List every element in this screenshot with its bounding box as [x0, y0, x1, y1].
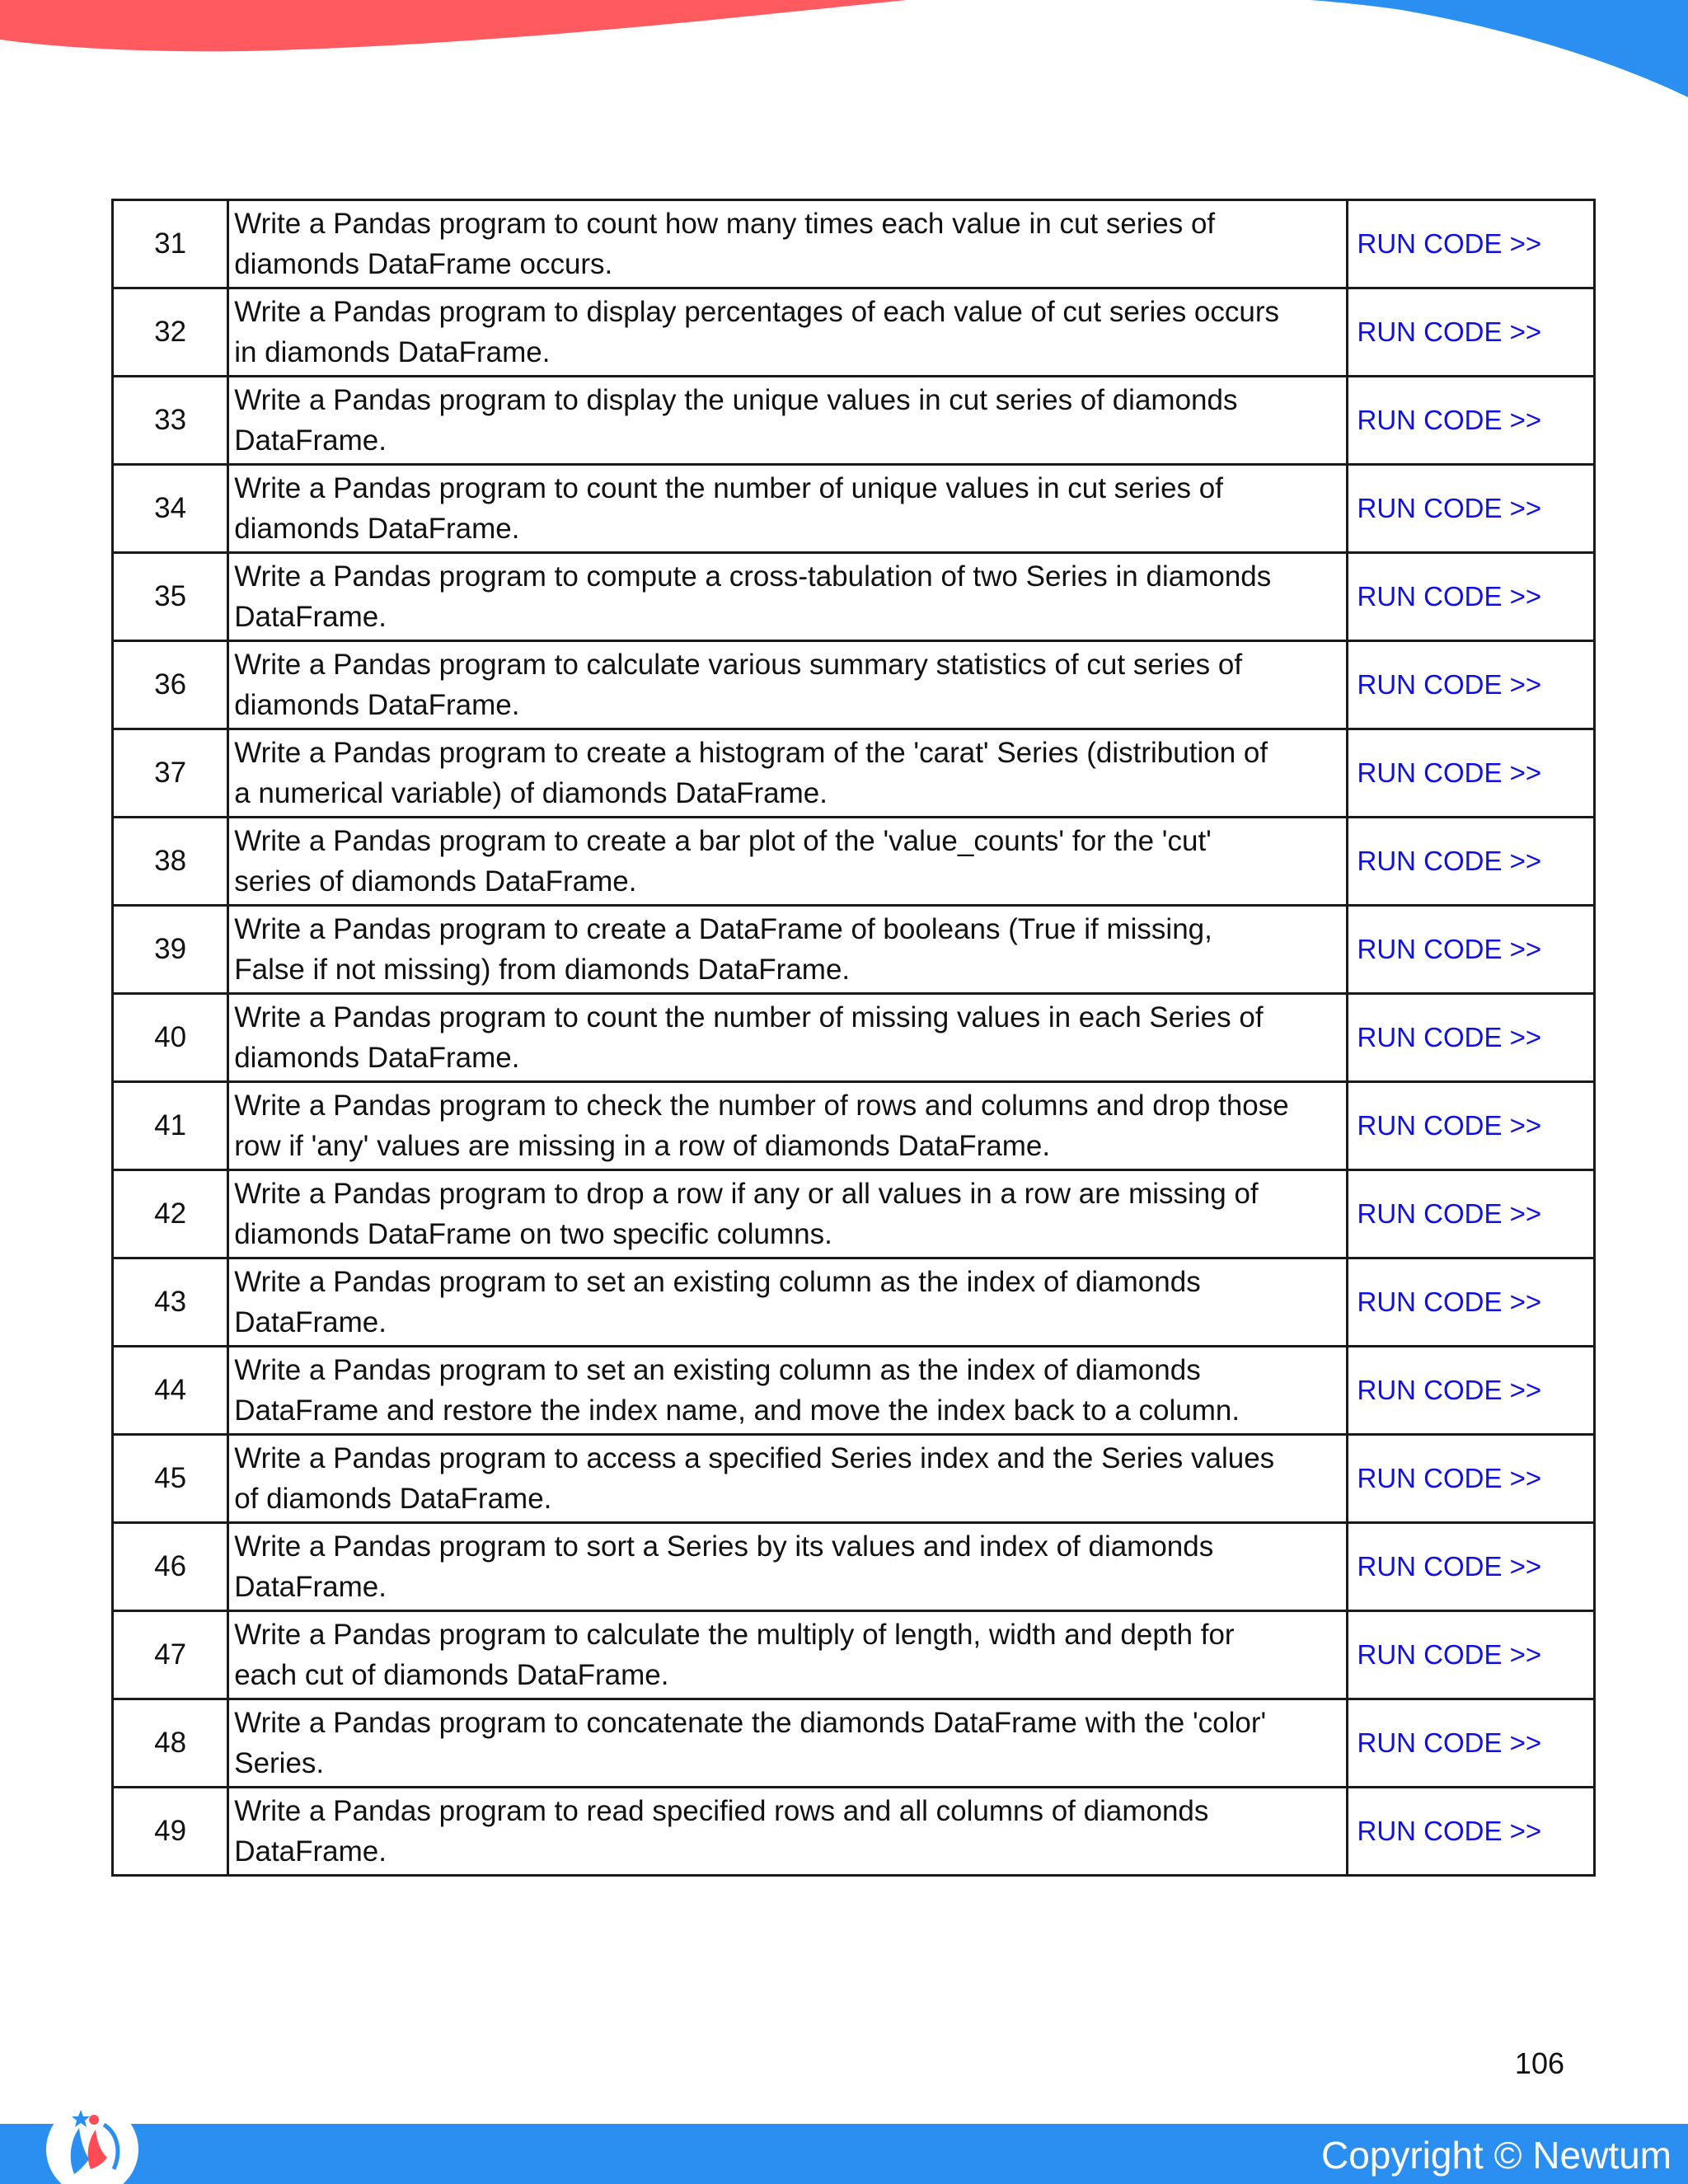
- exercise-row: [113, 377, 1595, 465]
- exercise-description-line: Write a Pandas program to calculate the multiply of length, width and depth for: [234, 1619, 1235, 1651]
- exercise-description: [228, 818, 1348, 906]
- exercise-description: [228, 1699, 1348, 1788]
- exercise-row: [113, 818, 1595, 906]
- run-code-cell: [1348, 818, 1595, 906]
- exercise-description: [228, 288, 1348, 377]
- exercise-description-line: Write a Pandas program to access a specified Series index and the Series values: [234, 1442, 1275, 1474]
- run-code-cell: [1348, 1788, 1595, 1876]
- exercise-description: [228, 1082, 1348, 1170]
- exercise-number: 41: [113, 1082, 228, 1170]
- exercise-description-line: diamonds DataFrame occurs.: [234, 248, 613, 280]
- run-code-link[interactable]: RUN CODE >>: [1357, 1639, 1542, 1670]
- run-code-link[interactable]: RUN CODE >>: [1357, 1286, 1542, 1317]
- exercise-description: [228, 1258, 1348, 1347]
- exercise-description-line: Write a Pandas program to check the number of rows and columns and drop those: [234, 1090, 1289, 1122]
- exercise-number: 48: [113, 1699, 228, 1788]
- run-code-link[interactable]: RUN CODE >>: [1357, 228, 1542, 259]
- run-code-link[interactable]: RUN CODE >>: [1357, 493, 1542, 523]
- exercise-description-line: a numerical variable) of diamonds DataFrame.: [234, 777, 828, 809]
- exercise-row: [113, 1435, 1595, 1523]
- run-code-cell: [1348, 288, 1595, 377]
- exercise-number: 49: [113, 1788, 228, 1876]
- exercise-row: [113, 288, 1595, 377]
- exercise-row: [113, 553, 1595, 641]
- run-code-link[interactable]: RUN CODE >>: [1357, 1463, 1542, 1493]
- exercise-description-line: DataFrame.: [234, 424, 387, 457]
- exercise-number: 46: [113, 1523, 228, 1611]
- run-code-link[interactable]: RUN CODE >>: [1357, 405, 1542, 435]
- exercise-description-line: Write a Pandas program to count the number of missing values in each Series of: [234, 1001, 1264, 1033]
- exercise-row: [113, 641, 1595, 729]
- newtum-logo: [43, 2100, 142, 2184]
- exercise-description-line: Write a Pandas program to concatenate the diamonds DataFrame with the 'color': [234, 1707, 1267, 1739]
- run-code-cell: [1348, 1258, 1595, 1347]
- run-code-link[interactable]: RUN CODE >>: [1357, 1110, 1542, 1141]
- exercise-description-line: Write a Pandas program to compute a cross-tabulation of two Series in diamonds: [234, 560, 1272, 593]
- exercise-row: [113, 729, 1595, 818]
- exercise-description-line: Write a Pandas program to create a DataFrame of booleans (True if missing,: [234, 913, 1212, 945]
- run-code-cell: [1348, 1611, 1595, 1699]
- exercise-number: 34: [113, 465, 228, 553]
- run-code-link[interactable]: RUN CODE >>: [1357, 316, 1542, 347]
- exercise-number: 37: [113, 729, 228, 818]
- exercise-row: [113, 1523, 1595, 1611]
- run-code-cell: [1348, 1435, 1595, 1523]
- exercise-number: 45: [113, 1435, 228, 1523]
- run-code-link[interactable]: RUN CODE >>: [1357, 1375, 1542, 1405]
- exercise-row: [113, 906, 1595, 994]
- exercise-row: [113, 1258, 1595, 1347]
- page-number: 106: [1514, 2046, 1564, 2080]
- exercise-description-line: False if not missing) from diamonds DataFrame.: [234, 954, 851, 986]
- exercise-description: [228, 1435, 1348, 1523]
- exercise-description: [228, 1170, 1348, 1258]
- exercise-row: [113, 1699, 1595, 1788]
- run-code-cell: [1348, 994, 1595, 1082]
- exercise-description-line: Write a Pandas program to display percentages of each value of cut series occurs: [234, 296, 1280, 328]
- run-code-link[interactable]: RUN CODE >>: [1357, 1816, 1542, 1846]
- exercise-number: 40: [113, 994, 228, 1082]
- run-code-link[interactable]: RUN CODE >>: [1357, 757, 1542, 788]
- exercise-description-line: Write a Pandas program to read specified rows and all columns of diamonds: [234, 1795, 1209, 1827]
- exercise-description: [228, 1523, 1348, 1611]
- exercise-number: 36: [113, 641, 228, 729]
- exercise-description-line: series of diamonds DataFrame.: [234, 865, 637, 898]
- exercise-description-line: DataFrame.: [234, 601, 387, 633]
- exercise-row: [113, 1082, 1595, 1170]
- exercise-description-line: row if 'any' values are missing in a row of diamonds DataFrame.: [234, 1130, 1051, 1162]
- exercise-description-line: of diamonds DataFrame.: [234, 1483, 552, 1515]
- run-code-cell: [1348, 1699, 1595, 1788]
- run-code-cell: [1348, 1170, 1595, 1258]
- exercise-description-line: DataFrame.: [234, 1306, 387, 1338]
- run-code-link[interactable]: RUN CODE >>: [1357, 1551, 1542, 1582]
- run-code-link[interactable]: RUN CODE >>: [1357, 934, 1542, 964]
- exercise-description-line: Write a Pandas program to sort a Series by its values and index of diamonds: [234, 1530, 1214, 1563]
- exercise-row: [113, 1788, 1595, 1876]
- blue-wave-shape: [1311, 0, 1688, 97]
- exercise-description-line: diamonds DataFrame on two specific columns.: [234, 1218, 832, 1250]
- exercise-description: [228, 465, 1348, 553]
- exercise-description: [228, 641, 1348, 729]
- run-code-cell: [1348, 200, 1595, 288]
- exercise-description-line: Write a Pandas program to count how many times each value in cut series of: [234, 208, 1216, 240]
- exercise-number: 38: [113, 818, 228, 906]
- exercise-description-line: in diamonds DataFrame.: [234, 336, 551, 368]
- exercise-description-line: diamonds DataFrame.: [234, 1042, 520, 1074]
- exercise-number: 47: [113, 1611, 228, 1699]
- logo-dot-red: [89, 2115, 99, 2125]
- run-code-cell: [1348, 641, 1595, 729]
- run-code-cell: [1348, 1523, 1595, 1611]
- exercise-description-line: Write a Pandas program to display the unique values in cut series of diamonds: [234, 384, 1238, 416]
- exercise-number: 44: [113, 1347, 228, 1435]
- run-code-link[interactable]: RUN CODE >>: [1357, 581, 1542, 612]
- exercise-row: [113, 994, 1595, 1082]
- exercise-description: [228, 994, 1348, 1082]
- exercise-description: [228, 553, 1348, 641]
- run-code-cell: [1348, 906, 1595, 994]
- exercise-description-line: Write a Pandas program to set an existing column as the index of diamonds: [234, 1266, 1201, 1298]
- exercise-description: [228, 906, 1348, 994]
- exercise-table: [111, 199, 1596, 1877]
- exercise-number: 33: [113, 377, 228, 465]
- exercise-description-line: Write a Pandas program to count the number of unique values in cut series of: [234, 472, 1223, 504]
- exercise-description-line: each cut of diamonds DataFrame.: [234, 1659, 669, 1691]
- exercise-description-line: DataFrame.: [234, 1571, 387, 1603]
- exercise-description-line: Write a Pandas program to create a histogram of the 'carat' Series (distribution of: [234, 737, 1268, 769]
- run-code-cell: [1348, 377, 1595, 465]
- exercise-row: [113, 1611, 1595, 1699]
- run-code-cell: [1348, 729, 1595, 818]
- run-code-cell: [1348, 465, 1595, 553]
- exercise-description: [228, 729, 1348, 818]
- exercise-description-line: Series.: [234, 1747, 325, 1779]
- exercise-number: 32: [113, 288, 228, 377]
- exercise-description: [228, 1788, 1348, 1876]
- exercise-row: [113, 1170, 1595, 1258]
- exercise-number: 42: [113, 1170, 228, 1258]
- exercise-number: 35: [113, 553, 228, 641]
- run-code-link[interactable]: RUN CODE >>: [1357, 1727, 1542, 1758]
- exercise-description-line: diamonds DataFrame.: [234, 513, 520, 545]
- copyright-text: Copyright © Newtum: [1320, 2134, 1672, 2177]
- run-code-cell: [1348, 1082, 1595, 1170]
- run-code-link[interactable]: RUN CODE >>: [1357, 846, 1542, 876]
- exercise-number: 39: [113, 906, 228, 994]
- exercise-description-line: Write a Pandas program to drop a row if any or all values in a row are missing of: [234, 1178, 1259, 1210]
- exercise-description-line: Write a Pandas program to calculate various summary statistics of cut series of: [234, 649, 1243, 681]
- header-wave-decoration: [0, 0, 1688, 107]
- exercise-description-line: DataFrame and restore the index name, and move the index back to a column.: [234, 1394, 1240, 1427]
- run-code-cell: [1348, 553, 1595, 641]
- run-code-link[interactable]: RUN CODE >>: [1357, 669, 1542, 700]
- exercise-table-body: [113, 200, 1595, 1876]
- exercise-description-line: Write a Pandas program to set an existing column as the index of diamonds: [234, 1354, 1201, 1386]
- exercise-row: [113, 200, 1595, 288]
- run-code-link[interactable]: RUN CODE >>: [1357, 1198, 1542, 1229]
- exercise-number: 43: [113, 1258, 228, 1347]
- exercise-description-line: Write a Pandas program to create a bar plot of the 'value_counts' for the 'cut': [234, 825, 1212, 857]
- exercise-description: [228, 1347, 1348, 1435]
- exercise-description: [228, 1611, 1348, 1699]
- exercise-description-line: DataFrame.: [234, 1835, 387, 1868]
- exercise-row: [113, 1347, 1595, 1435]
- exercise-description-line: diamonds DataFrame.: [234, 689, 520, 721]
- exercise-description: [228, 377, 1348, 465]
- exercise-row: [113, 465, 1595, 553]
- exercise-number: 31: [113, 200, 228, 288]
- exercise-description: [228, 200, 1348, 288]
- run-code-cell: [1348, 1347, 1595, 1435]
- red-wave-shape: [0, 0, 907, 51]
- run-code-link[interactable]: RUN CODE >>: [1357, 1022, 1542, 1052]
